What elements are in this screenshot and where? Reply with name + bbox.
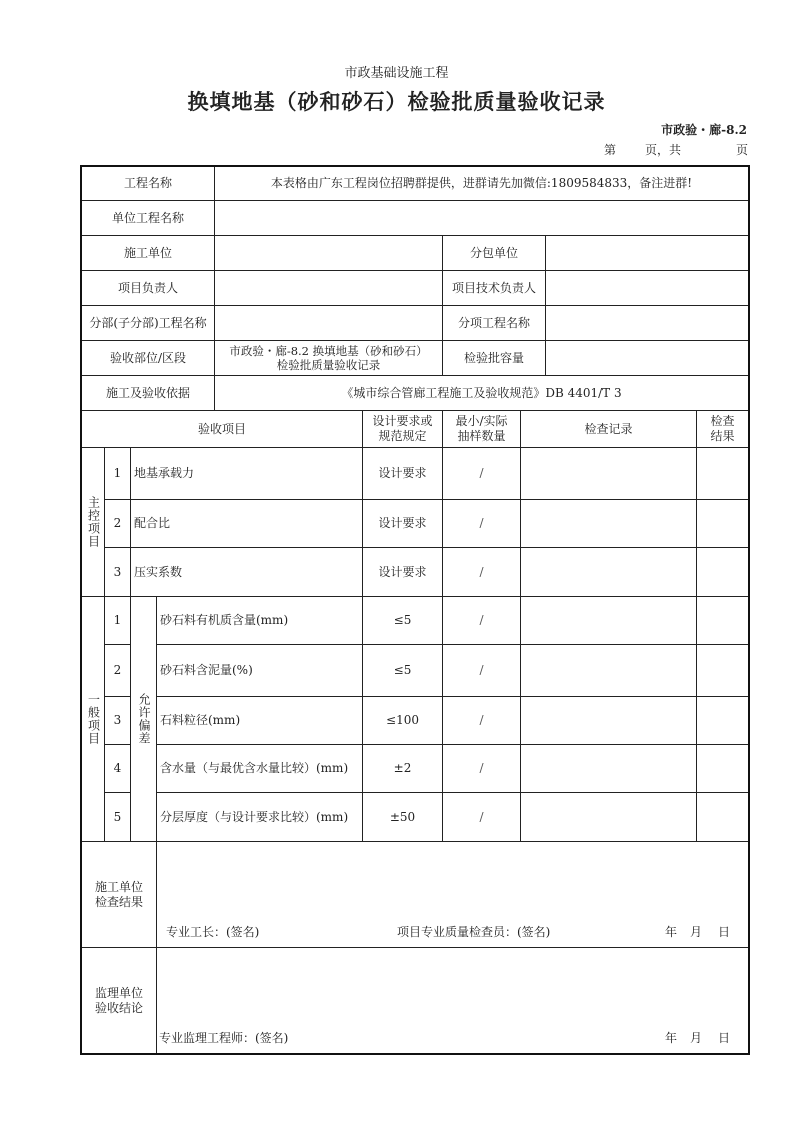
sub-item-label: 分项工程名称	[443, 306, 546, 341]
general-item-4-record[interactable]	[521, 745, 697, 793]
contractor-date-day: 日	[718, 925, 731, 939]
sub-item-value[interactable]	[546, 306, 748, 341]
general-item-3-req: ≤100	[363, 697, 443, 745]
main-item-1-record[interactable]	[521, 448, 697, 500]
main-item-2-name: 配合比	[131, 500, 363, 548]
page-ye: 页	[736, 143, 749, 157]
supervisor-conclusion-area[interactable]	[157, 948, 748, 1053]
col-header-sample-line2: 抽样数量	[457, 429, 506, 443]
page-title: 换填地基（砂和砂石）检验批质量验收记录	[187, 89, 606, 114]
main-item-3-name: 压实系数	[131, 548, 363, 597]
general-item-2-sample[interactable]: /	[443, 645, 521, 697]
main-item-1-result[interactable]	[697, 448, 748, 500]
construction-unit-value[interactable]	[215, 236, 443, 271]
tolerance-text: 允许偏差	[137, 693, 151, 745]
general-item-3-record[interactable]	[521, 697, 697, 745]
general-item-4-no: 4	[105, 745, 131, 793]
general-item-4-sample[interactable]: /	[443, 745, 521, 793]
general-item-2-req: ≤5	[363, 645, 443, 697]
supervisor-date-month: 月	[690, 1031, 703, 1045]
contractor-label-line2: 检查结果	[94, 894, 143, 909]
main-item-3-sample[interactable]: /	[443, 548, 521, 597]
inspection-form	[80, 165, 750, 1055]
page-ye-gong: 页，共	[645, 143, 682, 157]
tolerance-label	[131, 597, 157, 842]
general-item-5-result[interactable]	[697, 793, 748, 842]
unit-project-label: 单位工程名称	[82, 201, 215, 236]
general-item-2-result[interactable]	[697, 645, 748, 697]
construction-unit-label: 施工单位	[82, 236, 215, 271]
unit-project-value[interactable]	[215, 201, 748, 236]
general-item-1-name: 砂石料有机质含量(mm)	[157, 597, 363, 645]
main-group-text: 主控项目	[86, 496, 101, 548]
col-header-result	[697, 411, 748, 448]
supervisor-date-year: 年	[665, 1031, 678, 1045]
main-item-3-result[interactable]	[697, 548, 748, 597]
contractor-result-label	[82, 842, 157, 948]
main-item-2-req: 设计要求	[363, 500, 443, 548]
general-item-1-record[interactable]	[521, 597, 697, 645]
col-header-result-line2: 结果	[710, 429, 735, 443]
supervisor-label-line2: 验收结论	[94, 1000, 143, 1015]
subcontract-unit-label: 分包单位	[443, 236, 546, 271]
general-item-4-result[interactable]	[697, 745, 748, 793]
general-item-3-result[interactable]	[697, 697, 748, 745]
tech-manager-value[interactable]	[546, 271, 748, 306]
main-item-3-req: 设计要求	[363, 548, 443, 597]
general-item-1-no: 1	[105, 597, 131, 645]
page-subtitle: 市政基础设施工程	[344, 66, 449, 81]
main-item-3-record[interactable]	[521, 548, 697, 597]
general-item-4-name: 含水量（与最优含水量比较）(mm)	[157, 745, 363, 793]
sub-division-label: 分部(子分部)工程名称	[82, 306, 215, 341]
quality-inspector-signature[interactable]: 项目专业质量检查员：(签名)	[397, 925, 551, 939]
batch-capacity-label: 检验批容量	[443, 341, 546, 376]
general-item-5-record[interactable]	[521, 793, 697, 842]
acceptance-part-value[interactable]	[215, 341, 443, 376]
batch-capacity-value[interactable]	[546, 341, 748, 376]
col-header-sample-line1: 最小/实际	[455, 414, 508, 428]
col-header-record: 检查记录	[521, 411, 697, 448]
main-item-2-no: 2	[105, 500, 131, 548]
main-item-2-result[interactable]	[697, 500, 748, 548]
general-item-2-name: 砂石料含泥量(%)	[157, 645, 363, 697]
sub-division-value[interactable]	[215, 306, 443, 341]
subcontract-unit-value[interactable]	[546, 236, 748, 271]
project-manager-label: 项目负责人	[82, 271, 215, 306]
main-item-2-sample[interactable]: /	[443, 500, 521, 548]
general-item-3-name: 石料粒径(mm)	[157, 697, 363, 745]
contractor-date-month: 月	[690, 925, 703, 939]
general-item-2-no: 2	[105, 645, 131, 697]
project-name-label: 工程名称	[82, 167, 215, 201]
general-item-3-sample[interactable]: /	[443, 697, 521, 745]
acceptance-part-line1: 市政验・廊-8.2 换填地基（砂和砂石）	[229, 344, 428, 358]
general-item-1-req: ≤5	[363, 597, 443, 645]
form-code: 市政验・廊-8.2	[661, 123, 747, 137]
main-item-1-no: 1	[105, 448, 131, 500]
general-item-2-record[interactable]	[521, 645, 697, 697]
col-header-design-line2: 规范规定	[378, 429, 427, 443]
col-header-item: 验收项目	[82, 411, 363, 448]
general-item-3-no: 3	[105, 697, 131, 745]
acceptance-part-line2: 检验批质量验收记录	[276, 358, 381, 372]
contractor-label-line1: 施工单位	[94, 879, 143, 894]
general-item-5-no: 5	[105, 793, 131, 842]
general-item-5-sample[interactable]: /	[443, 793, 521, 842]
main-item-1-req: 设计要求	[363, 448, 443, 500]
tech-manager-label: 项目技术负责人	[443, 271, 546, 306]
col-header-design	[363, 411, 443, 448]
acceptance-part-label: 验收部位/区段	[82, 341, 215, 376]
general-item-1-sample[interactable]: /	[443, 597, 521, 645]
main-item-2-record[interactable]	[521, 500, 697, 548]
supervisor-engineer-signature[interactable]: 专业监理工程师：(签名)	[159, 1031, 289, 1045]
project-manager-value[interactable]	[215, 271, 443, 306]
general-item-4-req: ±2	[363, 745, 443, 793]
basis-value[interactable]: 《城市综合管廊工程施工及验收规范》DB 4401/T 3	[215, 376, 748, 411]
general-item-5-req: ±50	[363, 793, 443, 842]
supervisor-conclusion-label	[82, 948, 157, 1053]
supervisor-label-line1: 监理单位	[94, 985, 143, 1000]
main-item-1-name: 地基承载力	[131, 448, 363, 500]
foreman-signature[interactable]: 专业工长：(签名)	[166, 925, 260, 939]
main-item-3-no: 3	[105, 548, 131, 597]
page-di: 第	[604, 143, 617, 157]
supervisor-date-day: 日	[718, 1031, 731, 1045]
main-item-1-sample[interactable]: /	[443, 448, 521, 500]
col-header-sample	[443, 411, 521, 448]
col-header-design-line1: 设计要求或	[372, 414, 433, 428]
col-header-result-line1: 检查	[710, 414, 735, 428]
contractor-result-area[interactable]	[157, 842, 748, 948]
contractor-date-year: 年	[665, 925, 678, 939]
basis-label: 施工及验收依据	[82, 376, 215, 411]
general-group-text: 一般项目	[86, 693, 101, 745]
project-name-value[interactable]: 本表格由广东工程岗位招聘群提供，进群请先加微信:1809584833，备注进群!	[215, 167, 748, 201]
main-control-group-label	[82, 448, 105, 597]
general-group-label	[82, 597, 105, 842]
general-item-1-result[interactable]	[697, 597, 748, 645]
general-item-5-name: 分层厚度（与设计要求比较）(mm)	[157, 793, 363, 842]
